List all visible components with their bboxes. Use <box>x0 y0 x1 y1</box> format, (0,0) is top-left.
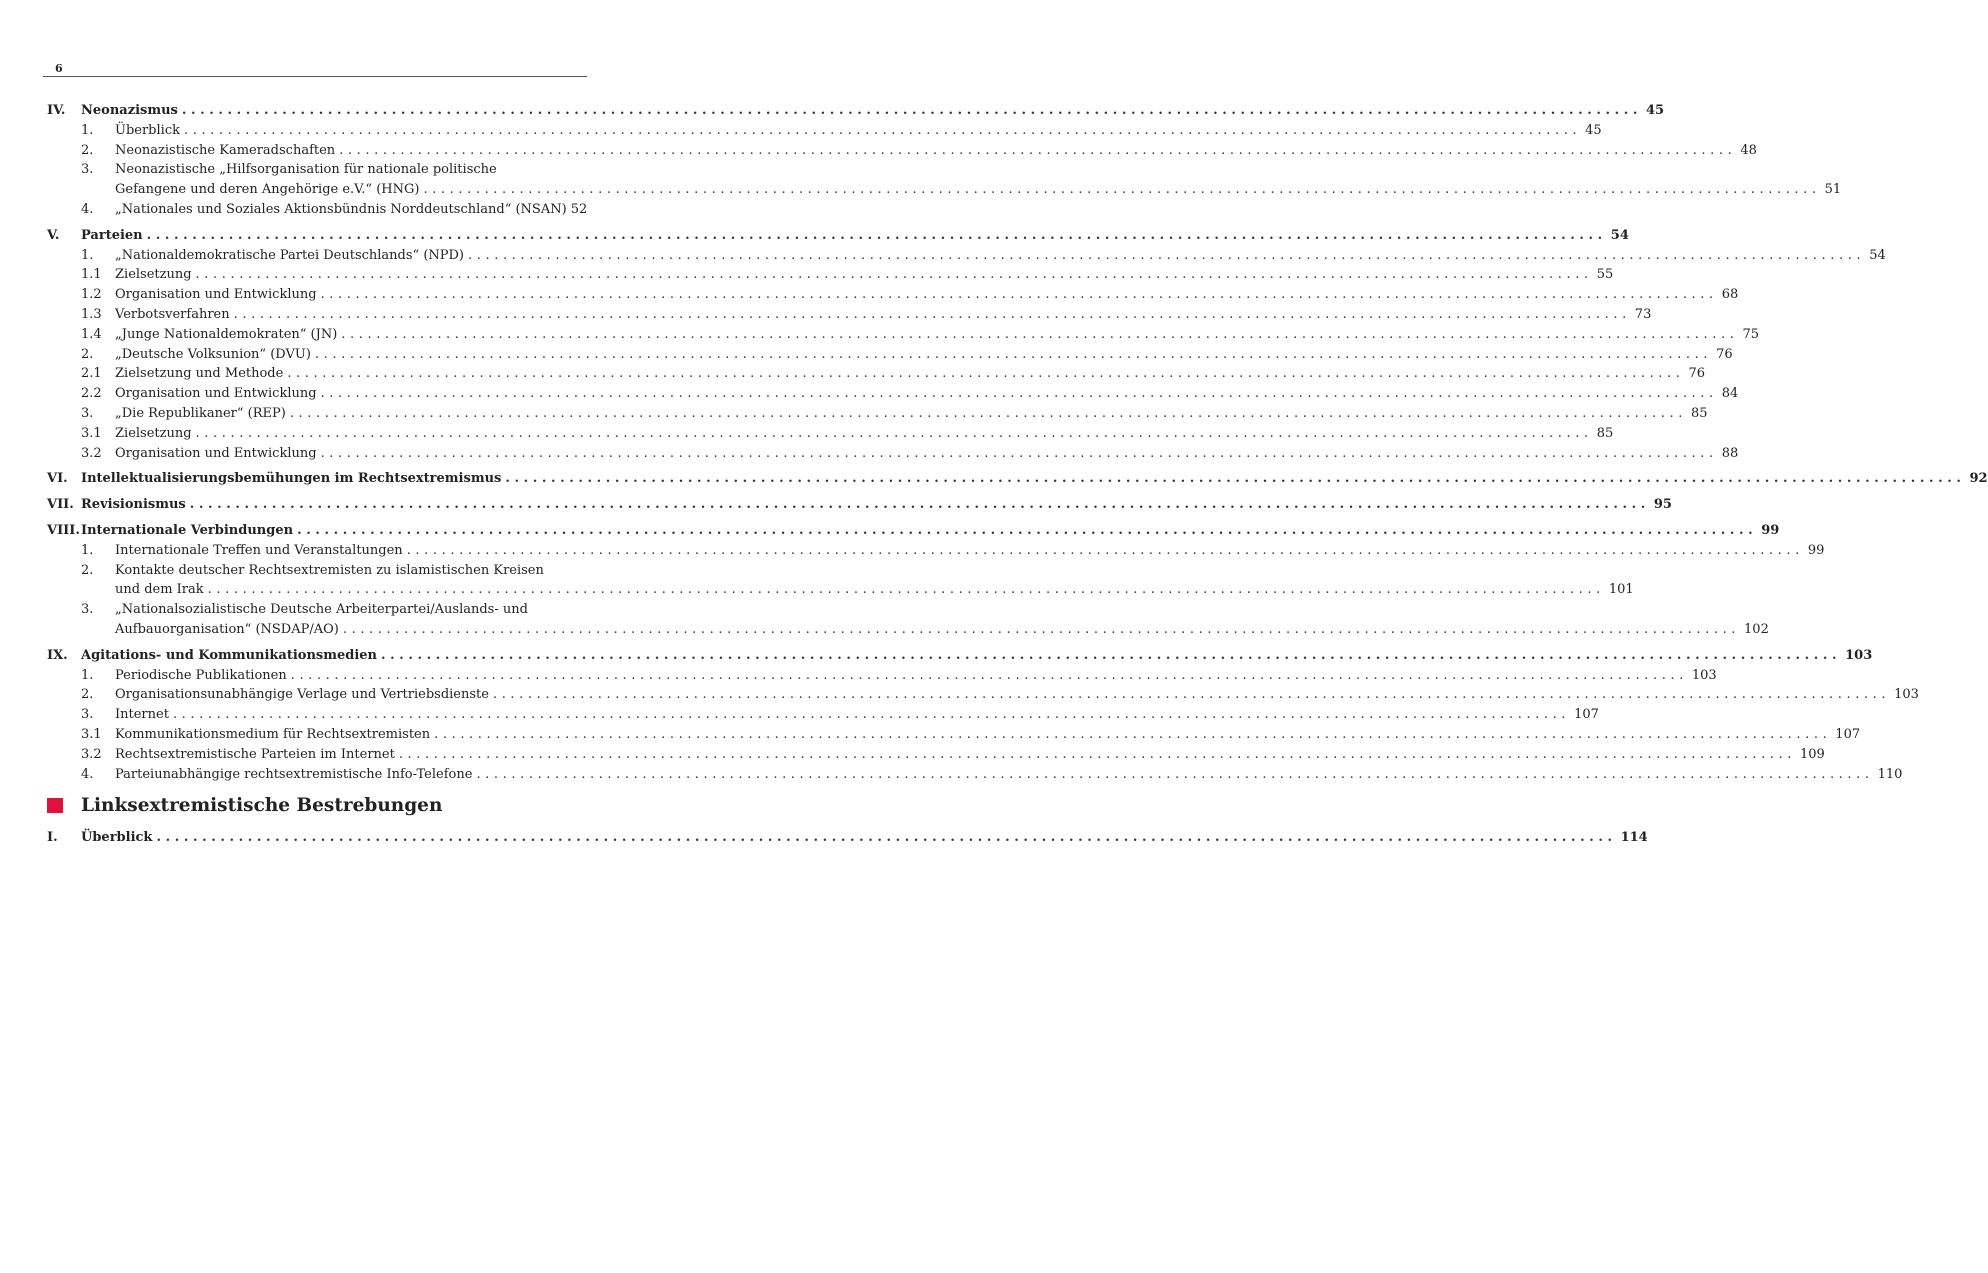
toc-number: IX. <box>47 647 68 663</box>
toc-page: 110 <box>1877 766 1903 782</box>
toc-entry-ix-3-1[interactable]: 3.1 Kommunikationsmedium für Rechtsextremisten ................................................................................................................................................................ 107 <box>47 725 583 745</box>
toc-title: Revisionismus <box>81 497 186 513</box>
toc-title: Parteien <box>81 227 143 243</box>
toc-page: 107 <box>1835 726 1861 742</box>
toc-number: 4. <box>81 766 94 782</box>
toc-page: 48 <box>1740 142 1757 158</box>
toc-title: Zielsetzung und Methode <box>115 366 284 382</box>
toc-page: 76 <box>1716 346 1733 362</box>
toc-title: Neonazismus <box>81 103 178 118</box>
toc-title: „Junge Nationaldemokraten“ (JN) <box>115 326 338 342</box>
page-header <box>43 60 587 77</box>
table-of-contents <box>47 101 1988 848</box>
toc-page: 68 <box>1721 287 1739 303</box>
toc-section-heading[interactable] <box>47 794 583 826</box>
toc-number: 4. <box>81 201 94 217</box>
toc-page: 103 <box>1894 687 1919 703</box>
toc-entry-v-1[interactable]: 1. „Nationaldemokratische Partei Deutschlands“ (NPD) ................................................................................................................................................................ 54 <box>47 246 583 266</box>
toc-chapter-v[interactable]: V. Parteien ................................................................................................................................................................ 54 <box>47 226 583 246</box>
toc-title: „Nationales und Soziales Aktionsbündnis Norddeutschland“ (NSAN) <box>115 201 567 217</box>
section-title: Linksextremistische Bestrebungen <box>81 795 443 817</box>
toc-entry-iv-2[interactable]: 2. Neonazistische Kameradschaften ................................................................................................................................................................ 48 <box>47 141 583 161</box>
toc-number: VII. <box>47 497 74 513</box>
toc-title-line1: Neonazistische „Hilfsorganisation für nationale politische <box>115 162 497 178</box>
toc-title: Organisation und Entwicklung <box>115 287 317 303</box>
toc-page: 107 <box>1574 707 1599 723</box>
toc-page: 109 <box>1800 746 1825 762</box>
toc-chapter-vii[interactable]: VII. Revisionismus ................................................................................................................................................................ 95 <box>47 495 583 515</box>
toc-entry-ix-3[interactable]: 3. Internet ................................................................................................................................................................ 107 <box>47 705 583 725</box>
toc-page: 103 <box>1691 667 1717 683</box>
toc-number: 3. <box>81 162 94 178</box>
toc-page: 84 <box>1721 386 1739 402</box>
toc-entry-ix-3-2[interactable]: 3.2 Rechtsextremistische Parteien im Internet ................................................................................................................................................................ 109 <box>47 745 583 765</box>
toc-entry-iv-3[interactable] <box>47 160 583 180</box>
toc-chapter-viii[interactable]: VIII. Internationale Verbindungen ................................................................................................................................................................ 99 <box>47 521 583 541</box>
toc-page: 76 <box>1688 366 1706 382</box>
toc-entry-viii-3-cont[interactable]: Aufbauorganisation“ (NSDAP/AO) ................................................................................................................................................................ 102 <box>47 620 583 640</box>
section-marker-icon <box>47 798 63 813</box>
toc-entry-iv-4[interactable] <box>47 200 588 220</box>
toc-page: 114 <box>1620 830 1648 846</box>
toc-number: IV. <box>47 103 66 118</box>
toc-page: 75 <box>1742 326 1759 342</box>
toc-entry-viii-2-cont[interactable]: und dem Irak ................................................................................................................................................................ 101 <box>47 580 583 600</box>
toc-title: Organisationsunabhängige Verlage und Vertriebsdienste <box>115 687 489 703</box>
toc-title: „Nationaldemokratische Partei Deutschlands“ (NPD) <box>115 247 465 263</box>
toc-title-line2: und dem Irak <box>115 582 204 598</box>
toc-page: 99 <box>1807 542 1825 558</box>
toc-title: Neonazistische Kameradschaften <box>115 142 336 158</box>
toc-number: 3. <box>81 602 94 618</box>
toc-entry-v-2[interactable]: 2. „Deutsche Volksunion“ (DVU) ................................................................................................................................................................ 76 <box>47 345 583 365</box>
toc-number: 3.2 <box>81 445 102 461</box>
toc-entry-v-1-1[interactable]: 1.1 Zielsetzung ................................................................................................................................................................ 55 <box>47 265 583 285</box>
toc-number: 2. <box>81 687 94 703</box>
toc-title: Zielsetzung <box>115 267 192 283</box>
toc-page: 101 <box>1608 582 1634 598</box>
toc-number: 3. <box>81 707 94 723</box>
toc-entry-v-2-2[interactable]: 2.2 Organisation und Entwicklung ................................................................................................................................................................ 84 <box>47 384 583 404</box>
toc-title-line2: Aufbauorganisation“ (NSDAP/AO) <box>115 621 339 637</box>
toc-entry-viii-2[interactable] <box>47 561 583 581</box>
toc-number: 1.4 <box>81 326 102 342</box>
page-number: 6 <box>55 62 63 75</box>
toc-number: VIII. <box>47 522 80 538</box>
toc-number: 2. <box>81 562 94 578</box>
toc-title-line1: „Nationalsozialistische Deutsche Arbeiterpartei/Auslands- und <box>115 602 528 618</box>
toc-title: „Die Republikaner“ (REP) <box>115 405 286 421</box>
toc-title-line1: Kontakte deutscher Rechtsextremisten zu islamistischen Kreisen <box>115 562 544 578</box>
toc-chapter-vi[interactable]: VI. Intellektualisierungsbemühungen im Rechtsextremismus ................................................................................................................................................................ 92 <box>47 469 583 489</box>
toc-number: 1. <box>81 542 94 558</box>
toc-entry-viii-1[interactable]: 1. Internationale Treffen und Veranstaltungen ................................................................................................................................................................ 99 <box>47 541 583 561</box>
toc-page: 99 <box>1761 522 1780 538</box>
toc-number: 1.1 <box>81 267 102 283</box>
toc-page: 45 <box>1646 103 1665 118</box>
toc-title: Agitations- und Kommunikationsmedien <box>81 647 377 663</box>
toc-number: 3.1 <box>81 425 102 441</box>
toc-title-line2: Gefangene und deren Angehörige e.V.“ (HNG) <box>115 182 420 198</box>
toc-entry-v-3-2[interactable]: 3.2 Organisation und Entwicklung ................................................................................................................................................................ 88 <box>47 444 583 464</box>
toc-entry-ix-4[interactable]: 4. Parteiunabhängige rechtsextremistische Info-Telefone ................................................................................................................................................................ 110 <box>47 765 583 785</box>
toc-page: 95 <box>1653 497 1672 513</box>
toc-page: 52 <box>570 201 588 217</box>
toc-title: Zielsetzung <box>115 425 192 441</box>
toc-number: 1. <box>81 667 94 683</box>
toc-number: 1. <box>81 247 94 263</box>
toc-page: 92 <box>1969 471 1988 487</box>
toc-title: Organisation und Entwicklung <box>115 445 317 461</box>
toc-title: Periodische Publikationen <box>115 667 287 683</box>
toc-number: 1. <box>81 122 94 138</box>
toc-number: 3.2 <box>81 746 102 762</box>
toc-entry-viii-3[interactable] <box>47 600 583 620</box>
toc-page: 54 <box>1869 247 1886 263</box>
toc-entry-v-2-1[interactable]: 2.1 Zielsetzung und Methode ................................................................................................................................................................ 76 <box>47 364 583 384</box>
toc-page: 51 <box>1824 182 1842 198</box>
toc-page: 55 <box>1596 267 1614 283</box>
toc-number: 2.1 <box>81 366 102 382</box>
toc-page: 88 <box>1721 445 1739 461</box>
toc-title: Kommunikationsmedium für Rechtsextremisten <box>115 726 431 742</box>
toc-entry-v-1-3[interactable]: 1.3 Verbotsverfahren ................................................................................................................................................................ 73 <box>47 305 583 325</box>
toc-number: 3. <box>81 405 94 421</box>
toc-number: 2. <box>81 346 94 362</box>
toc-page: 85 <box>1596 425 1614 441</box>
toc-page: 54 <box>1610 227 1629 243</box>
toc-page: 103 <box>1845 647 1873 663</box>
toc-number: 1.2 <box>81 287 102 303</box>
toc-title: Überblick <box>115 122 180 138</box>
toc-number: VI. <box>47 471 68 487</box>
toc-entry-v-3[interactable]: 3. „Die Republikaner“ (REP) ................................................................................................................................................................ 85 <box>47 404 583 424</box>
toc-number: I. <box>47 830 58 846</box>
toc-chapter-links-i[interactable]: I. Überblick ................................................................................................................................................................ 114 <box>47 828 583 848</box>
toc-page: 85 <box>1690 405 1708 421</box>
toc-page: 73 <box>1634 306 1652 322</box>
toc-page: 45 <box>1585 122 1602 138</box>
toc-entry-iv-3-cont[interactable]: Gefangene und deren Angehörige e.V.“ (HNG) ................................................................................................................................................................ 51 <box>47 180 583 200</box>
toc-title: Organisation und Entwicklung <box>115 386 317 402</box>
toc-entry-iv-1[interactable]: 1. Überblick ................................................................................................................................................................ 45 <box>47 121 583 141</box>
toc-entry-v-1-2[interactable]: 1.2 Organisation und Entwicklung ................................................................................................................................................................ 68 <box>47 285 583 305</box>
toc-title: Rechtsextremistische Parteien im Internet <box>115 746 395 762</box>
toc-number: 1.3 <box>81 306 102 322</box>
toc-entry-v-1-4[interactable]: 1.4 „Junge Nationaldemokraten“ (JN) ................................................................................................................................................................ 75 <box>47 325 583 345</box>
toc-title: Internationale Verbindungen <box>81 522 294 538</box>
toc-title: Parteiunabhängige rechtsextremistische Info-Telefone <box>115 766 473 782</box>
toc-entry-ix-2[interactable]: 2. Organisationsunabhängige Verlage und Vertriebsdienste ................................................................................................................................................................ 103 <box>47 685 583 705</box>
toc-entry-ix-1[interactable]: 1. Periodische Publikationen ................................................................................................................................................................ 103 <box>47 666 583 686</box>
toc-title: Überblick <box>81 830 153 846</box>
toc-number: 2.2 <box>81 386 102 402</box>
toc-title: „Deutsche Volksunion“ (DVU) <box>115 346 311 362</box>
toc-entry-v-3-1[interactable]: 3.1 Zielsetzung ................................................................................................................................................................ 85 <box>47 424 583 444</box>
toc-number: V. <box>47 227 60 243</box>
toc-number: 2. <box>81 142 94 158</box>
toc-title: Intellektualisierungsbemühungen im Rechtsextremismus <box>81 471 502 487</box>
toc-chapter-ix[interactable]: IX. Agitations- und Kommunikationsmedien ................................................................................................................................................................ 103 <box>47 646 583 666</box>
toc-title: Verbotsverfahren <box>115 306 230 322</box>
toc-title: Internationale Treffen und Veranstaltungen <box>115 542 403 558</box>
toc-chapter-iv[interactable]: IV. Neonazismus ................................................................................................................................................................ 45 <box>47 101 583 121</box>
toc-number: 3.1 <box>81 726 102 742</box>
toc-page: 102 <box>1744 621 1769 637</box>
toc-title: Internet <box>115 707 169 723</box>
